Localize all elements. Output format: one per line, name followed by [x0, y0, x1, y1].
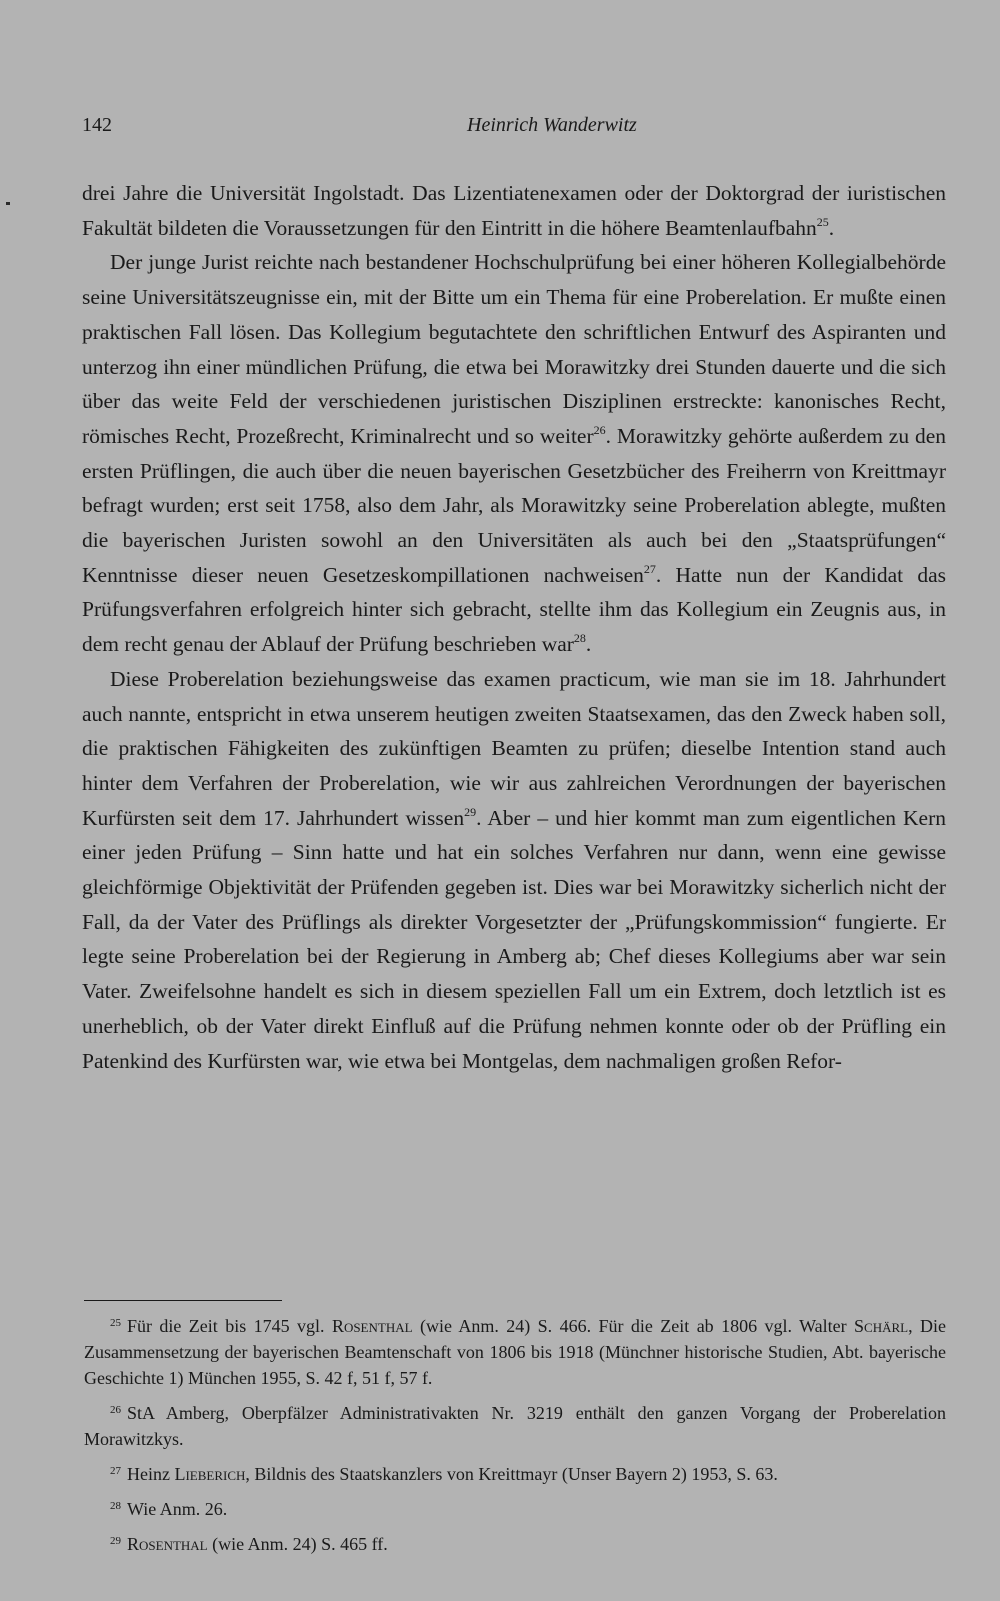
text-segment: . Morawitzky gehörte außerdem zu den ersten Prüflingen, die auch über die neuen bayerischen Gesetzbücher des Freiherrn von Kreittmayr befragt wurden; erst seit 1758, also dem Jahr, als Morawitzky seine Proberelation ablegte, mußten die bayerischen Juristen sowohl an den Universitäten als auch bei den „Staatsprüfungen“ Kenntnisse dieser neuen Gesetzeskompillationen nachweisen	[82, 423, 946, 587]
footnote-ref: 25	[816, 214, 829, 229]
footnote-28	[84, 1493, 946, 1522]
footnote-text: Wie Anm. 26.	[127, 1499, 228, 1519]
margin-mark	[6, 202, 10, 205]
footnote-text: Heinz	[127, 1464, 175, 1484]
footnote-text: , Bildnis des Staatskanzlers von Kreittmayr (Unser Bayern 2) 1953, S. 63.	[245, 1464, 778, 1484]
footnote-ref: 29	[464, 804, 477, 819]
footnote-text: StA Amberg, Oberpfälzer Administrativakten Nr. 3219 enthält den ganzen Vorgang der Proberelation Morawitzkys.	[84, 1403, 946, 1449]
text-segment: . Hatte nun der Kandidat das Prüfungsverfahren erfolgreich hinter sich gebracht, stellte ihm das Kollegium ein Zeugnis aus, in dem recht genau der Ablauf der Prüfung beschrieben war	[82, 562, 946, 657]
text-segment: .	[828, 215, 835, 240]
text-segment: Diese Proberelation beziehungsweise das examen practicum, wie man sie im 18. Jahrhundert auch nannte, entspricht in etwa unserem heutigen zweiten Staatsexamen, das den Zweck haben soll, die praktischen Fähigkeiten des zukünftigen Beamten zu prüfen; dieselbe Intention stand auch hinter dem Verfahren der Proberelation, wie wir aus zahlreichen Verordnungen der bayerischen Kurfürsten seit dem 17. Jahrhundert wissen	[82, 666, 946, 830]
page-header	[82, 114, 660, 144]
page-number: 142	[82, 114, 112, 136]
footnote-25	[84, 1310, 946, 1391]
footnote-text: (wie Anm. 24) S. 466. Für die Zeit ab 1806 vgl. Walter	[412, 1316, 855, 1336]
footnote-number: 29	[110, 1535, 121, 1547]
paragraph-2	[82, 245, 946, 661]
text-segment: .	[585, 632, 592, 657]
footnote-27	[84, 1458, 946, 1487]
footnotes	[84, 1310, 946, 1563]
footnote-number: 26	[110, 1404, 121, 1416]
author-name: Schärl	[854, 1316, 909, 1336]
running-head: Heinrich Wanderwitz	[467, 114, 637, 136]
footnote-text: Für die Zeit bis 1745 vgl.	[127, 1316, 332, 1336]
footnote-26	[84, 1397, 946, 1452]
author-name: Lieberich	[174, 1464, 246, 1484]
author-name: Rosenthal	[331, 1316, 413, 1336]
footnote-ref: 28	[573, 631, 586, 646]
footnote-number: 25	[110, 1317, 121, 1329]
footnote-ref: 26	[593, 422, 606, 437]
main-text	[82, 176, 946, 1078]
footnote-number: 27	[110, 1465, 121, 1477]
text-segment: . Aber – und hier kommt man zum eigentlichen Kern einer jeden Prüfung – Sinn hatte und hat ein solches Verfahren nur dann, wenn eine gewisse gleichförmige Objektivität der Prüfenden gegeben ist. Dies war bei Morawitzky sicherlich nicht der Fall, da der Vater des Prüflings als direkter Vorgesetzter der „Prüfungskommission“ fungierte. Er legte seine Proberelation bei der Regierung in Amberg ab; Chef dieses Kollegiums aber war sein Vater. Zweifelsohne handelt es sich in diesem speziellen Fall um ein Extrem, doch letztlich ist es unerheblich, ob der Vater direkt Einfluß auf die Prüfung nehmen konnte oder ob der Prüfling ein Patenkind des Kurfürsten war, wie etwa bei Montgelas, dem nachmaligen großen Refor-	[82, 805, 946, 1073]
footnote-rule	[84, 1300, 282, 1301]
author-name: Rosenthal	[127, 1534, 208, 1554]
paragraph-1	[82, 176, 946, 245]
text-segment: Der junge Jurist reichte nach bestandener Hochschulprüfung bei einer höheren Kollegialbehörde seine Universitätszeugnisse ein, mit der Bitte um ein Thema für eine Proberelation. Er mußte einen praktischen Fall lösen. Das Kollegium begutachtete den schriftlichen Entwurf des Aspiranten und unterzog ihn einer mündlichen Prüfung, die etwa bei Morawitzky drei Stunden dauerte und die sich über das weite Feld der verschiedenen juristischen Disziplinen erstreckte: kanonisches Recht, römisches Recht, Prozeßrecht, Kriminalrecht und so weiter	[82, 250, 946, 448]
footnote-number: 28	[110, 1500, 121, 1512]
footnote-text: , Die Zusammensetzung der bayerischen Beamtenschaft von 1806 bis 1918 (Münchner historische Studien, Abt. bayerische Geschichte 1) München 1955, S. 42 f, 51 f, 57 f.	[84, 1316, 946, 1388]
footnote-ref: 27	[643, 561, 656, 576]
paragraph-3	[82, 662, 946, 1078]
footnote-29	[84, 1528, 946, 1557]
footnote-text: (wie Anm. 24) S. 465 ff.	[207, 1534, 388, 1554]
text-segment: drei Jahre die Universität Ingolstadt. Das Lizentiatenexamen oder der Doktorgrad der iuristischen Fakultät bildeten die Voraussetzungen für den Eintritt in die höhere Beamtenlaufbahn	[82, 181, 946, 240]
